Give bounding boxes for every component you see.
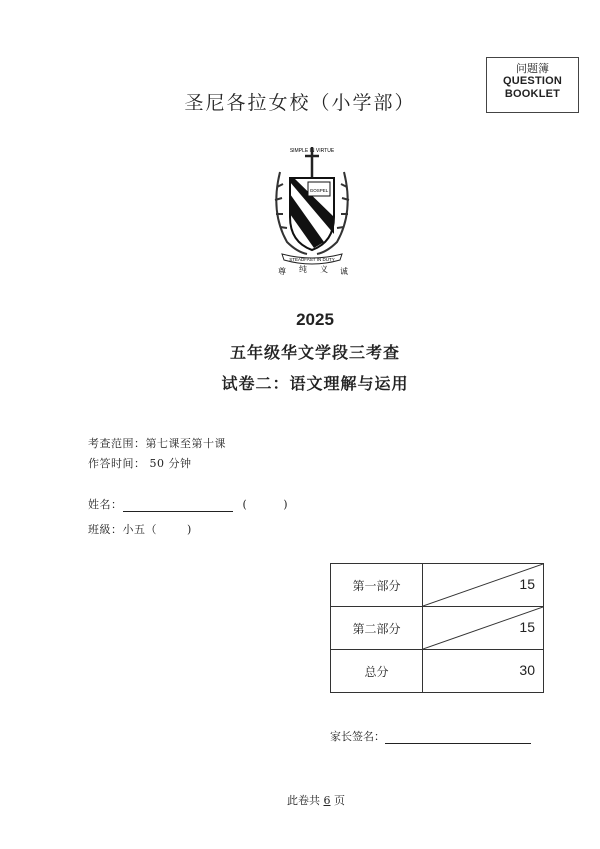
score-value: 15 — [519, 619, 535, 635]
score-row — [331, 564, 544, 607]
register-open-paren: ( — [242, 498, 248, 511]
score-cell — [423, 564, 544, 607]
school-name: 圣尼各拉女校（小学部） — [184, 92, 416, 114]
exam-title: 五年级华文学段三考查 — [229, 343, 400, 362]
parent-signature-line — [385, 731, 531, 744]
name-label: 姓名： — [88, 498, 123, 511]
class-row — [88, 521, 192, 537]
score-label: 第二部分 — [331, 607, 423, 650]
score-value: 15 — [519, 576, 535, 592]
score-value: 30 — [519, 662, 535, 678]
footer-page-count: 6 — [323, 794, 331, 807]
score-row — [331, 650, 544, 693]
stamp-chinese: 问题簿 — [516, 62, 549, 75]
exam-duration: 作答时间： 50 分钟 — [88, 457, 192, 470]
crest-shield-text: GOSPEL — [309, 188, 329, 193]
name-line — [123, 499, 233, 512]
footer-suffix: 页 — [334, 794, 345, 807]
stamp-booklet: BOOKLET — [504, 88, 561, 100]
crest-motto-3: 义 — [320, 265, 328, 274]
stamp-question: QUESTION — [502, 75, 563, 87]
parent-signature-label: 家长签名： — [330, 730, 385, 743]
parent-signature-row — [330, 728, 531, 744]
name-row — [88, 496, 288, 512]
score-table — [330, 563, 544, 693]
school-crest-logo — [262, 142, 362, 277]
class-label: 班級：小五（ — [88, 523, 157, 536]
crest-motto-2: 纯 — [299, 265, 307, 274]
footer-prefix: 此卷共 — [287, 794, 320, 807]
crest-motto-1: 尊 — [278, 267, 286, 276]
register-close-paren: ) — [283, 498, 289, 511]
score-label: 第一部分 — [331, 564, 423, 607]
class-close-paren: ) — [187, 523, 192, 536]
exam-scope: 考查范围：第七课至第十课 — [88, 437, 226, 450]
crest-bottom-text: STEADFAST IN DUTY — [289, 257, 335, 262]
score-cell — [423, 650, 544, 693]
score-label: 总分 — [331, 650, 423, 693]
exam-year: 2025 — [296, 310, 334, 329]
paper-title: 试卷二：语文理解与运用 — [221, 374, 409, 393]
crest-motto-4: 诚 — [340, 267, 348, 276]
score-row — [331, 607, 544, 650]
crest-top-text: SIMPLE IN VIRTUE — [289, 148, 335, 154]
score-cell — [423, 607, 544, 650]
page-count-footer — [0, 792, 600, 808]
